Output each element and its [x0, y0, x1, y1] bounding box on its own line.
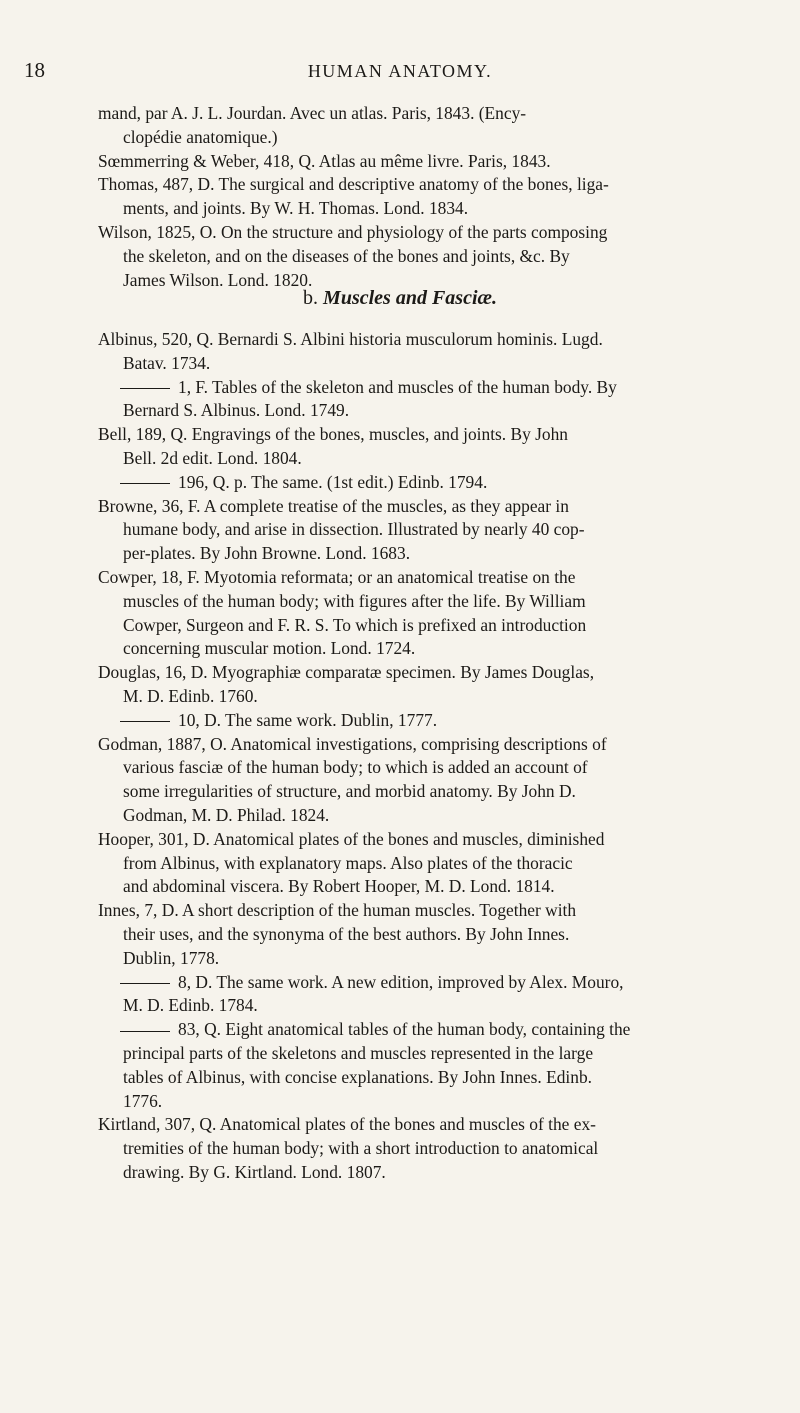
entry-line: the skeleton, and on the diseases of the bones and joints, &c. By — [123, 245, 570, 266]
bibliography-entry — [98, 566, 770, 661]
entry-line: Douglas, 16, D. Myographiæ comparatæ specimen. By James Douglas, — [98, 662, 595, 683]
bibliography-continued — [98, 102, 770, 292]
entry-line: Godman, 1887, O. Anatomical investigations, comprising descriptions of — [98, 733, 607, 754]
entry-line: Cowper, 18, F. Myotomia reformata; or an anatomical treatise on the — [98, 566, 576, 587]
ditto-dash — [120, 721, 170, 722]
bibliography-entry — [98, 899, 770, 970]
entry-line: Kirtland, 307, Q. Anatomical plates of the bones and muscles of the ex- — [98, 1114, 596, 1135]
entry-line: tremities of the human body; with a short introduction to anatomical — [123, 1138, 599, 1159]
entry-line: from Albinus, with explanatory maps. Also plates of the thoracic — [123, 852, 573, 873]
bibliography-entry — [98, 828, 770, 899]
entry-line: principal parts of the skeletons and muscles represented in the large — [123, 1042, 594, 1063]
entry-line: concerning muscular motion. Lond. 1724. — [123, 638, 416, 659]
entry-line: Batav. 1734. — [123, 352, 211, 373]
entry-line: Sœmmerring & Weber, 418, Q. Atlas au même livre. Paris, 1843. — [98, 150, 551, 171]
entry-line: some irregularities of structure, and morbid anatomy. By John D. — [123, 781, 576, 802]
entry-line: and abdominal viscera. By Robert Hooper, M. D. Lond. 1814. — [123, 876, 555, 897]
bibliography-entry — [98, 423, 770, 471]
bibliography-entry — [98, 102, 770, 150]
running-head: HUMAN ANATOMY. — [307, 61, 493, 81]
entry-line: tables of Albinus, with concise explanations. By John Innes. Edinb. — [123, 1066, 593, 1087]
entry-line: humane body, and arise in dissection. Illustrated by nearly 40 cop- — [123, 519, 585, 540]
entry-line: various fasciæ of the human body; to which is added an account of — [123, 757, 588, 778]
bibliography-entry — [98, 471, 770, 495]
bibliography-section — [98, 328, 770, 1185]
entry-line: clopédie anatomique.) — [123, 126, 278, 147]
entry-line: Bernard S. Albinus. Lond. 1749. — [123, 400, 350, 421]
bibliography-entry — [98, 971, 770, 1019]
entry-line: ments, and joints. By W. H. Thomas. Lond. 1834. — [123, 198, 469, 219]
entry-line: 1776. — [123, 1090, 163, 1111]
ditto-dash — [120, 983, 170, 984]
entry-line: their uses, and the synonyma of the best authors. By John Innes. — [123, 923, 570, 944]
bibliography-entry — [98, 1018, 770, 1113]
entry-line: M. D. Edinb. 1760. — [123, 685, 258, 706]
entry-line: Thomas, 487, D. The surgical and descriptive anatomy of the bones, liga- — [98, 174, 609, 195]
ditto-dash — [120, 388, 170, 389]
bibliography-entry — [98, 661, 770, 709]
entry-line: 196, Q. p. The same. (1st edit.) Edinb. 1794. — [178, 471, 488, 492]
entry-line: Wilson, 1825, O. On the structure and physiology of the parts composing — [98, 221, 608, 242]
entry-line: per-plates. By John Browne. Lond. 1683. — [123, 543, 411, 564]
ditto-dash — [120, 1031, 170, 1032]
bibliography-entry — [98, 328, 770, 376]
bibliography-entry — [98, 221, 770, 292]
entry-line: drawing. By G. Kirtland. Lond. 1807. — [123, 1161, 386, 1182]
entry-line: mand, par A. J. L. Jourdan. Avec un atlas. Paris, 1843. (Ency- — [98, 103, 527, 123]
section-heading — [0, 287, 800, 310]
entry-line: 83, Q. Eight anatomical tables of the human body, containing the — [178, 1019, 631, 1040]
entry-line: Bell, 189, Q. Engravings of the bones, muscles, and joints. By John — [98, 424, 568, 445]
entry-line: Bell. 2d edit. Lond. 1804. — [123, 447, 302, 468]
section-letter: b. — [303, 287, 319, 309]
entry-line: James Wilson. Lond. 1820. — [123, 269, 313, 290]
entry-line: Cowper, Surgeon and F. R. S. To which is prefixed an introduction — [123, 614, 587, 635]
bibliography-entry — [98, 733, 770, 828]
entry-line: Innes, 7, D. A short description of the human muscles. Together with — [98, 900, 577, 921]
entry-line: 8, D. The same work. A new edition, improved by Alex. Mouro, — [178, 971, 624, 992]
entry-line: M. D. Edinb. 1784. — [123, 995, 258, 1016]
entry-line: Hooper, 301, D. Anatomical plates of the bones and muscles, diminished — [98, 828, 605, 849]
page-number: 18 — [24, 58, 45, 82]
bibliography-entry — [98, 1113, 770, 1184]
entry-line: 1, F. Tables of the skeleton and muscles of the human body. By — [178, 376, 617, 397]
entry-line: muscles of the human body; with figures after the life. By William — [123, 590, 586, 611]
entry-line: Browne, 36, F. A complete treatise of the muscles, as they appear in — [98, 495, 569, 516]
bibliography-entry — [98, 376, 770, 424]
bibliography-entry — [98, 709, 770, 733]
ditto-dash — [120, 483, 170, 484]
bibliography-entry — [98, 150, 770, 174]
entry-line: Godman, M. D. Philad. 1824. — [123, 804, 330, 825]
section-title: Muscles and Fasciæ. — [323, 287, 497, 309]
entry-line: 10, D. The same work. Dublin, 1777. — [178, 709, 438, 730]
entry-line: Albinus, 520, Q. Bernardi S. Albini historia musculorum hominis. Lugd. — [98, 329, 603, 349]
entry-line: Dublin, 1778. — [123, 947, 220, 968]
bibliography-entry — [98, 173, 770, 221]
bibliography-entry — [98, 495, 770, 566]
